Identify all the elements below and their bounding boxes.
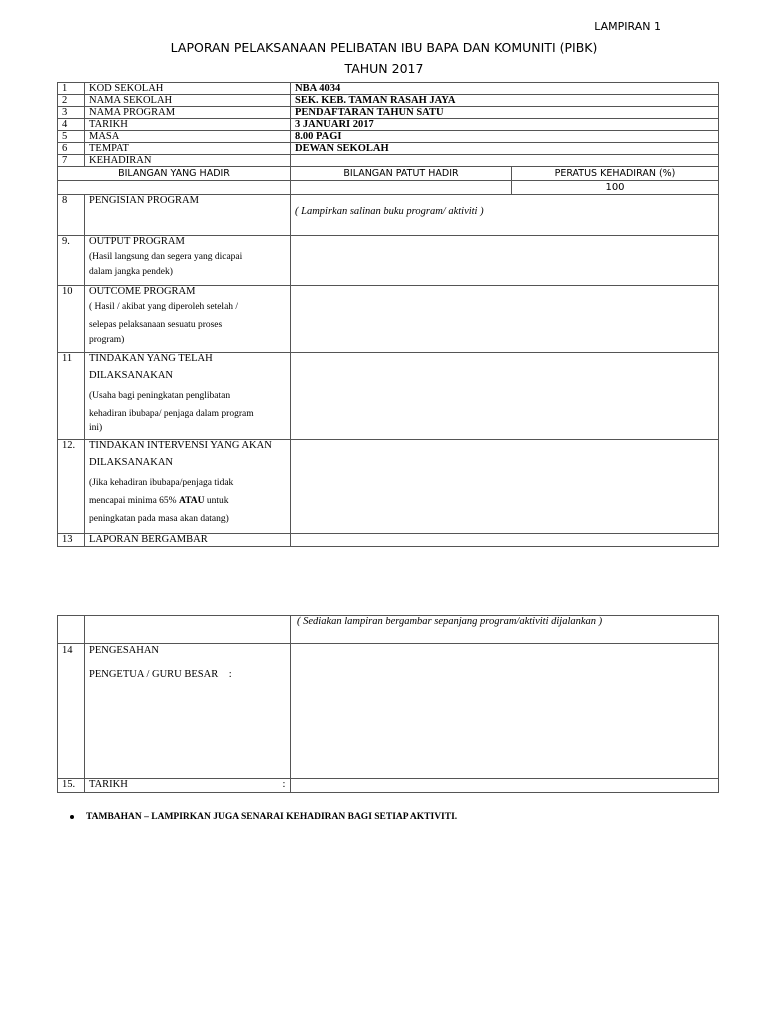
field-value xyxy=(291,155,719,167)
row-number xyxy=(58,616,85,644)
row-number: 11 xyxy=(58,353,85,440)
report-table-continued xyxy=(57,615,719,793)
pengetua-label: PENGETUA / GURU BESAR xyxy=(89,669,219,680)
field-hint: (Hasil langsung dan segera yang dicapai xyxy=(89,252,243,262)
table-row xyxy=(58,644,719,779)
field-label: OUTCOME PROGRAM xyxy=(89,286,196,297)
colon: : xyxy=(282,779,286,790)
pengesahan-cell xyxy=(85,644,291,779)
field-hint: selepas pelaksanaan sesuatu proses xyxy=(89,320,223,330)
bilangan-hadir-value xyxy=(58,181,291,195)
row-number: 4 xyxy=(58,119,85,131)
table-row xyxy=(58,440,719,534)
table-row xyxy=(58,107,719,119)
row-number: 14 xyxy=(58,644,85,779)
tindakan-value[interactable] xyxy=(291,353,719,440)
tarikh-value[interactable] xyxy=(291,779,719,793)
table-row xyxy=(58,83,719,95)
hint-text: untuk xyxy=(204,496,229,506)
field-label: DILAKSANAKAN xyxy=(89,457,173,468)
field-label: MASA xyxy=(85,131,291,143)
field-label: KEHADIRAN xyxy=(85,155,291,167)
tarikh-cell xyxy=(85,779,291,793)
footnote xyxy=(70,812,457,822)
table-row xyxy=(58,236,719,286)
row-number: 9. xyxy=(58,236,85,286)
field-label: KOD SEKOLAH xyxy=(85,83,291,95)
field-hint: kehadiran ibubapa/ penjaga dalam program xyxy=(89,409,254,419)
bilangan-patut-hadir-header: BILANGAN PATUT HADIR xyxy=(291,167,512,181)
field-hint: (Jika kehadiran ibubapa/penjaga tidak xyxy=(89,478,234,488)
field-value: 3 JANUARI 2017 xyxy=(291,119,719,131)
field-label: NAMA SEKOLAH xyxy=(85,95,291,107)
row-number: 3 xyxy=(58,107,85,119)
kehadiran-value-row xyxy=(58,181,719,195)
field-hint: (Usaha bagi peningkatan penglibatan xyxy=(89,391,231,401)
lampiran-label: LAMPIRAN 1 xyxy=(594,20,661,33)
intervensi-cell xyxy=(85,440,291,534)
table-row xyxy=(58,131,719,143)
intervensi-value[interactable] xyxy=(291,440,719,534)
report-table xyxy=(57,82,719,547)
field-label: NAMA PROGRAM xyxy=(85,107,291,119)
page-subtitle: TAHUN 2017 xyxy=(344,61,424,76)
bilangan-hadir-header: BILANGAN YANG HADIR xyxy=(58,167,291,181)
field-hint xyxy=(89,492,290,510)
field-hint: ( Hasil / akibat yang diperoleh setelah / xyxy=(89,302,239,312)
peratus-kehadiran-value: 100 xyxy=(512,181,719,195)
row-number: 6 xyxy=(58,143,85,155)
field-label: TEMPAT xyxy=(85,143,291,155)
hint-emphasis: ATAU xyxy=(178,496,205,506)
row-number: 2 xyxy=(58,95,85,107)
field-value: 8.00 PAGI xyxy=(291,131,719,143)
output-cell xyxy=(85,236,291,286)
field-label: OUTPUT PROGRAM xyxy=(89,236,185,247)
field-label: TINDAKAN INTERVENSI YANG AKAN xyxy=(89,440,272,451)
row-number: 8 xyxy=(58,195,85,236)
peratus-kehadiran-header: PERATUS KEHADIRAN (%) xyxy=(512,167,719,181)
field-hint: peningkatan pada masa akan datang) xyxy=(89,514,229,524)
table-row xyxy=(58,286,719,353)
field-value: SEK. KEB. TAMAN RASAH JAYA xyxy=(291,95,719,107)
row-number: 12. xyxy=(58,440,85,534)
output-value[interactable] xyxy=(291,236,719,286)
table-row xyxy=(58,195,719,236)
bullet-icon xyxy=(70,815,74,819)
field-label xyxy=(85,616,291,644)
colon: : xyxy=(228,669,232,680)
field-hint: ini) xyxy=(89,423,103,433)
table-row xyxy=(58,616,719,644)
row-number: 1 xyxy=(58,83,85,95)
gambar-note: ( Sediakan lampiran bergambar sepanjang program/aktiviti dijalankan ) xyxy=(291,616,719,644)
field-label: LAPORAN BERGAMBAR xyxy=(85,534,291,547)
field-label: DILAKSANAKAN xyxy=(89,370,173,381)
field-hint: program) xyxy=(89,335,125,345)
field-label xyxy=(89,669,290,680)
row-number: 13 xyxy=(58,534,85,547)
field-value: PENDAFTARAN TAHUN SATU xyxy=(291,107,719,119)
field-label: TARIKH xyxy=(89,779,128,790)
outcome-cell xyxy=(85,286,291,353)
table-row xyxy=(58,779,719,793)
field-label: PENGESAHAN xyxy=(89,645,160,656)
field-hint: dalam jangka pendek) xyxy=(89,267,173,277)
row-number: 15. xyxy=(58,779,85,793)
table-row xyxy=(58,143,719,155)
field-label: PENGISIAN PROGRAM xyxy=(85,195,291,236)
field-value: NBA 4034 xyxy=(291,83,719,95)
field-label: TINDAKAN YANG TELAH xyxy=(89,353,213,364)
tindakan-cell xyxy=(85,353,291,440)
row-number: 7 xyxy=(58,155,85,167)
row-number: 5 xyxy=(58,131,85,143)
pengisian-note: ( Lampirkan salinan buku program/ aktiviti ) xyxy=(291,195,719,236)
kehadiran-header-row xyxy=(58,167,719,181)
laporan-bergambar-value[interactable] xyxy=(291,534,719,547)
row-number: 10 xyxy=(58,286,85,353)
outcome-value[interactable] xyxy=(291,286,719,353)
field-label: TARIKH xyxy=(85,119,291,131)
field-value: DEWAN SEKOLAH xyxy=(291,143,719,155)
pengesahan-value[interactable] xyxy=(291,644,719,779)
table-row xyxy=(58,155,719,167)
table-row xyxy=(58,534,719,547)
table-row xyxy=(58,353,719,440)
footnote-text: TAMBAHAN – LAMPIRKAN JUGA SENARAI KEHADIRAN BAGI SETIAP AKTIVITI. xyxy=(86,812,458,822)
hint-text: mencapai minima 65% xyxy=(89,496,179,506)
bilangan-patut-hadir-value xyxy=(291,181,512,195)
page-title: LAPORAN PELAKSANAAN PELIBATAN IBU BAPA DAN KOMUNITI (PIBK) xyxy=(170,40,598,55)
table-row xyxy=(58,95,719,107)
table-row xyxy=(58,119,719,131)
